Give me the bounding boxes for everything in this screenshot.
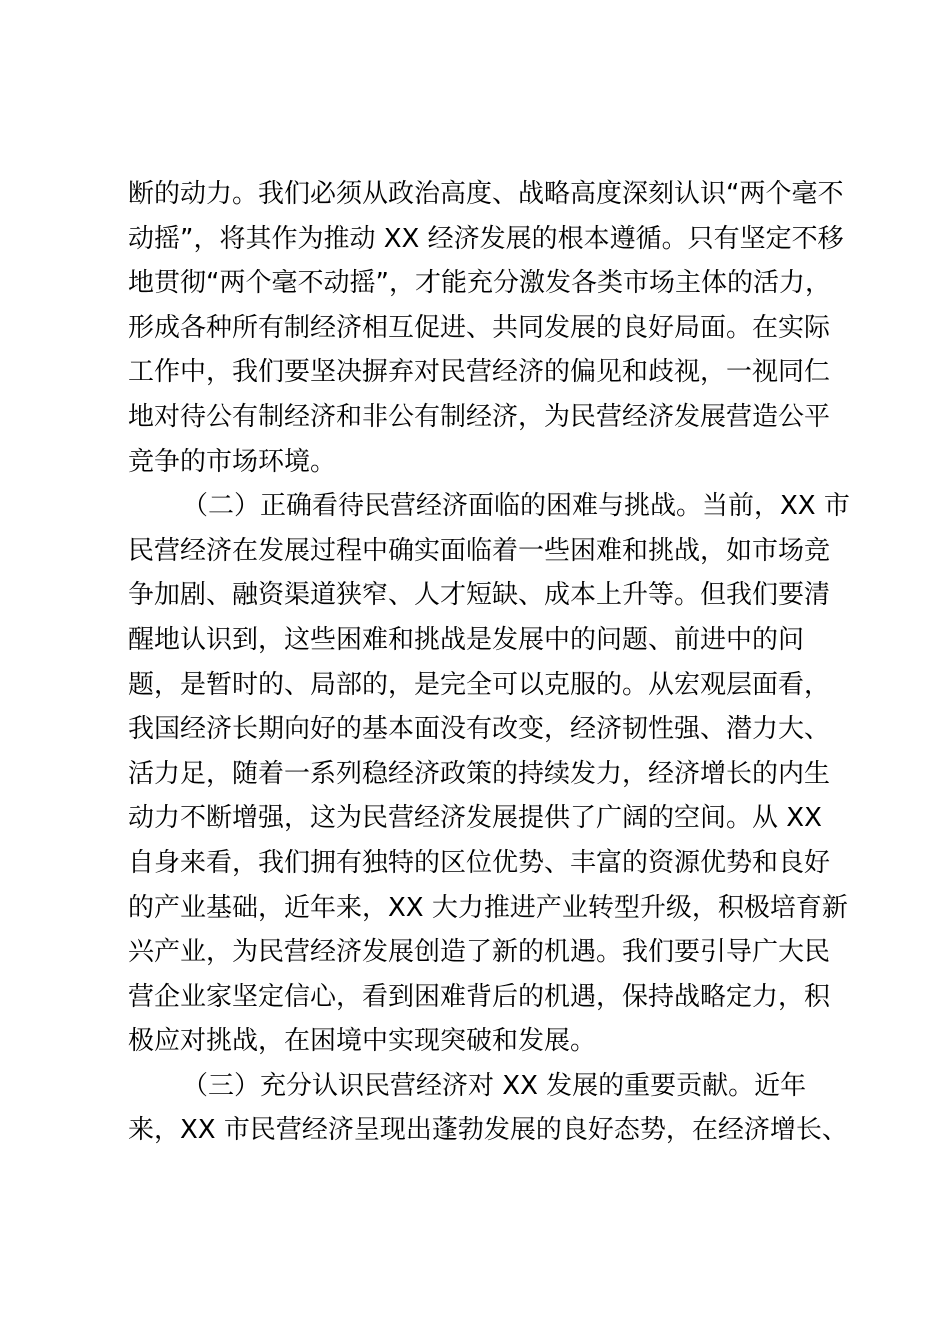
paragraph-line: 醒地认识到，这些困难和挑战是发展中的问题、前进中的问 bbox=[128, 624, 805, 655]
paragraph-line: 地对待公有制经济和非公有制经济，为民营经济发展营造公平 bbox=[128, 401, 831, 432]
paragraph-line: 兴产业，为民营经济发展创造了新的机遇。我们要引导广大民 bbox=[128, 937, 831, 968]
paragraph-line: 极应对挑战，在困境中实现突破和发展。 bbox=[128, 1026, 597, 1057]
paragraph-line: 自身来看，我们拥有独特的区位优势、丰富的资源优势和良好 bbox=[128, 847, 831, 878]
paragraph-line: 题，是暂时的、局部的，是完全可以克服的。从宏观层面看， bbox=[128, 669, 831, 700]
paragraph-line: 断的动力。我们必须从政治高度、战略高度深刻认识“两个毫不 bbox=[128, 179, 844, 209]
paragraph-line: 我国经济长期向好的基本面没有改变，经济韧性强、潜力大、 bbox=[128, 714, 831, 745]
section-heading-line: （三）充分认识民营经济对 XX 发展的重要贡献。近年 bbox=[182, 1070, 807, 1101]
paragraph-line: 动摇”，将其作为推动 XX 经济发展的根本遵循。只有坚定不移 bbox=[128, 223, 844, 254]
document-body bbox=[128, 172, 848, 1153]
paragraph-line: 形成各种所有制经济相互促进、共同发展的良好局面。在实际 bbox=[128, 312, 831, 343]
paragraph-line: 营企业家坚定信心，看到困难背后的机遇，保持战略定力，积 bbox=[128, 981, 831, 1012]
paragraph-line: 民营经济在发展过程中确实面临着一些困难和挑战，如市场竞 bbox=[128, 535, 831, 566]
paragraph-3 bbox=[128, 1064, 848, 1153]
paragraph-2 bbox=[128, 484, 848, 1064]
paragraph-line: 工作中，我们要坚决摒弃对民营经济的偏见和歧视，一视同仁 bbox=[128, 357, 831, 388]
section-heading-line: （二）正确看待民营经济面临的困难与挑战。当前，XX 市 bbox=[182, 491, 850, 522]
paragraph-line: 竞争的市场环境。 bbox=[128, 446, 337, 477]
paragraph-1 bbox=[128, 172, 848, 484]
paragraph-line: 活力足，随着一系列稳经济政策的持续发力，经济增长的内生 bbox=[128, 758, 831, 789]
paragraph-line: 争加剧、融资渠道狭窄、人才短缺、成本上升等。但我们要清 bbox=[128, 580, 831, 611]
paragraph-line: 来，XX 市民营经济呈现出蓬勃发展的良好态势，在经济增长、 bbox=[128, 1115, 848, 1146]
paragraph-line: 动力不断增强，这为民营经济发展提供了广阔的空间。从 XX bbox=[128, 803, 822, 834]
paragraph-line: 的产业基础，近年来，XX 大力推进产业转型升级，积极培育新 bbox=[128, 892, 848, 923]
paragraph-line: 地贯彻“两个毫不动摇”，才能充分激发各类市场主体的活力， bbox=[128, 268, 831, 299]
